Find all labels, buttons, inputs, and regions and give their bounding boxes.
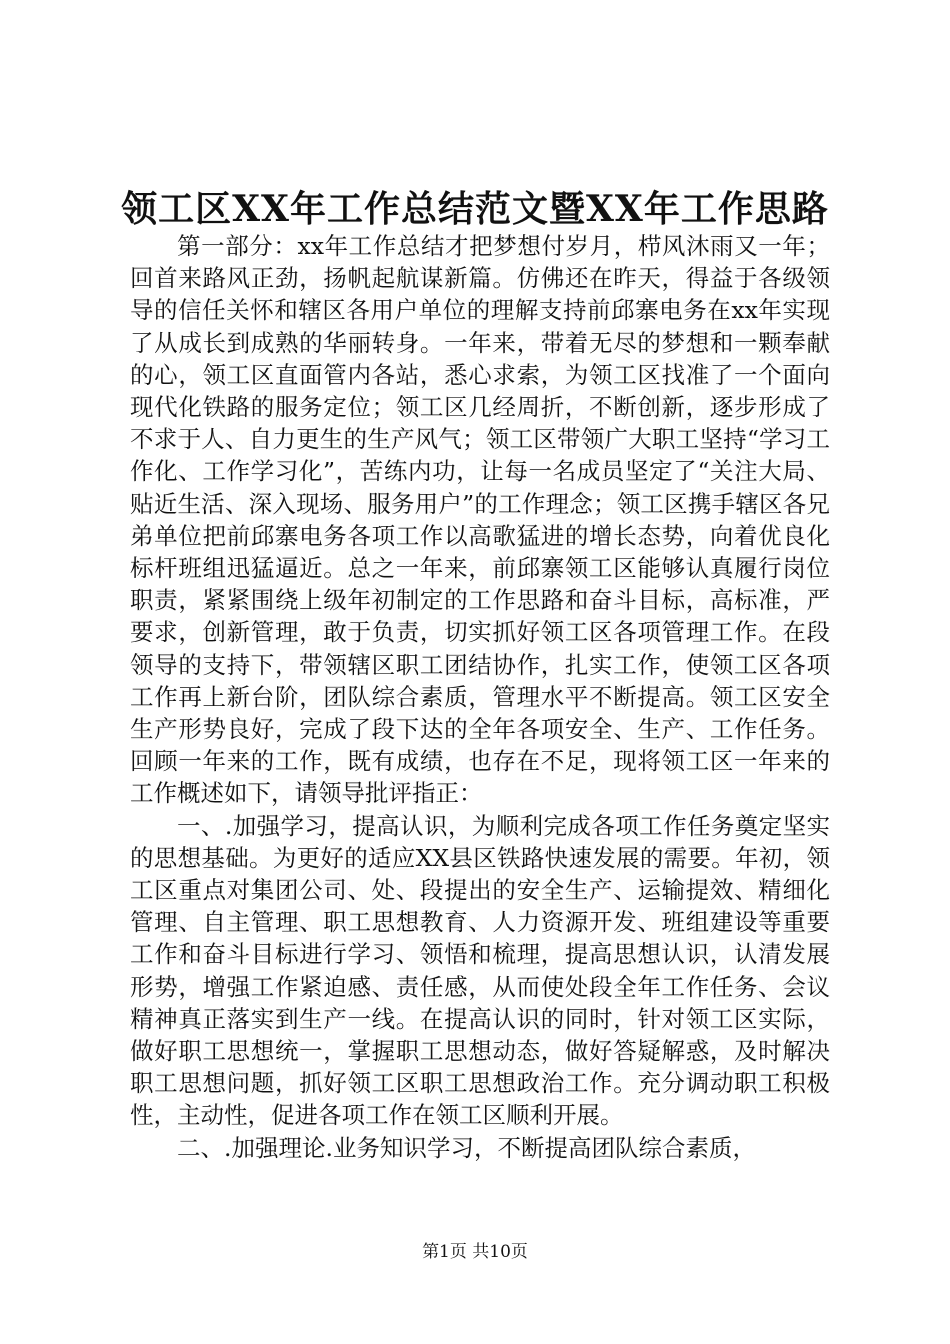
document-body [130,230,830,1164]
paragraph-section-two: 二、.加强理论.业务知识学习，不断提高团队综合素质， [177,1133,756,1162]
page-number-footer: 第1页 共10页 [422,1242,528,1262]
paragraph-section-one: 一、.加强学习，提高认识，为顺利完成各项工作任务奠定坚实的思想基础。为更好的适应XX县区铁路快速发展的需要。年初，领工区重点对集团公司、处、段提出的安全生产、运输提效、精细化管理、自主管理、职工思想教育、人力资源开发、班组建设等重要工作和奋斗目标进行学习、领悟和梳理，提高思想认识，认清发展形势，增强工作紧迫感、责任感，从而使处段全年工作任务、会议精神真正落实到生产一线。在提高认识的同时，针对领工区实际，做好职工思想统一，掌握职工思想动态，做好答疑解惑，及时解决职工思想问题，抓好领工区职工思想政治工作。充分调动职工积极性，主动性，促进各项工作在领工区顺利开展。 [130,811,830,1130]
paragraph-part-one: 第一部分：xx年工作总结才把梦想付岁月，栉风沐雨又一年；回首来路风正劲，扬帆起航谋新篇。仿佛还在昨天，得益于各级领导的信任关怀和辖区各用户单位的理解支持前邱寨电务在xx年实现了从成长到成熟的华丽转身。一年来，带着无尽的梦想和一颗奉献的心，领工区直面管内各站，悉心求索，为领工区找准了一个面向现代化铁路的服务定位；领工区几经周折，不断创新，逐步形成了不求于人、自力更生的生产风气；领工区带领广大职工坚持“学习工作化、工作学习化”，苦练内功，让每一名成员坚定了“关注大局、贴近生活、深入现场、服务用户”的工作理念；领工区携手辖区各兄弟单位把前邱寨电务各项工作以高歌猛进的增长态势，向着优良化标杆班组迅猛逼近。总之一年来，前邱寨领工区能够认真履行岗位职责，紧紧围绕上级年初制定的工作思路和奋斗目标，高标准，严要求，创新管理，敢于负责，切实抓好领工区各项管理工作。在段领导的支持下，带领辖区职工团结协作，扎实工作，使领工区各项工作再上新台阶，团队综合素质，管理水平不断提高。领工区安全生产形势良好，完成了段下达的全年各项安全、生产、工作任务。回顾一年来的工作，既有成绩，也存在不足，现将领工区一年来的工作概述如下，请领导批评指正： [130,232,830,808]
document-title: 领工区XX年工作总结范文暨XX年工作思路 [121,188,829,230]
